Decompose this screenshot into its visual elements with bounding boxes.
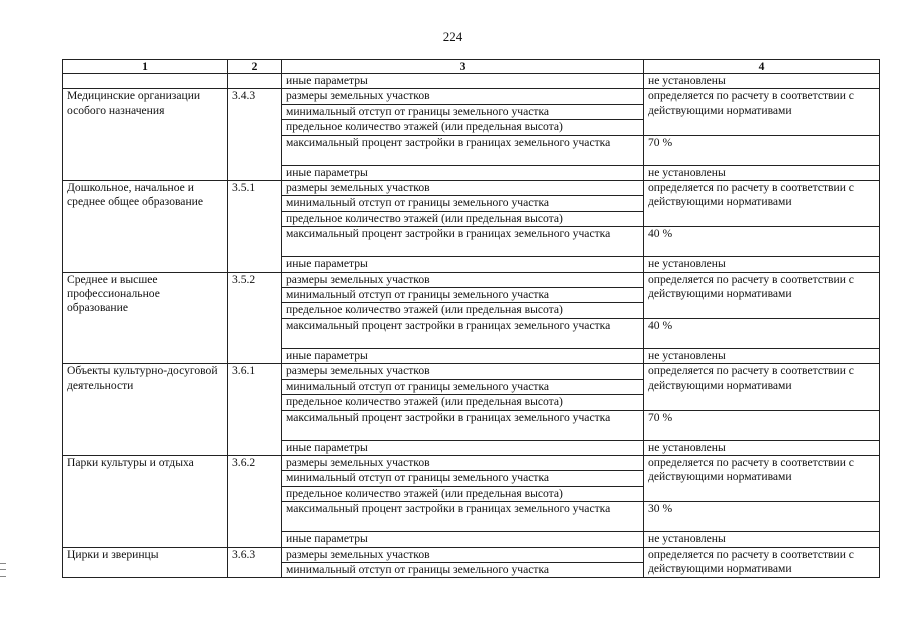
parameter-cell: размеры земельных участков: [282, 89, 644, 104]
parameter-cell: предельное количество этажей (или предельная высота): [282, 395, 644, 410]
value-cell: 40 %: [644, 318, 880, 348]
value-cell: не установлены: [644, 348, 880, 363]
table-row: [63, 547, 880, 562]
table-row: [63, 272, 880, 287]
page-number: 224: [442, 29, 463, 44]
parameter-cell: минимальный отступ от границы земельного участка: [282, 562, 644, 577]
code-cell: 3.5.1: [228, 181, 282, 273]
regulations-table: [62, 59, 880, 578]
parameter-cell: размеры земельных участков: [282, 181, 644, 196]
parameter-cell: минимальный отступ от границы земельного участка: [282, 104, 644, 119]
parameter-cell: предельное количество этажей (или предельная высота): [282, 120, 644, 135]
column-header-2: 2: [228, 60, 282, 74]
code-cell: 3.5.2: [228, 272, 282, 364]
value-cell: не установлены: [644, 74, 880, 89]
value-cell: 70 %: [644, 135, 880, 165]
code-cell: 3.6.1: [228, 364, 282, 456]
value-cell: определяется по расчету в соответствии с действующими нормативами: [644, 455, 880, 501]
value-cell: определяется по расчету в соответствии с действующими нормативами: [644, 547, 880, 578]
parameter-cell: предельное количество этажей (или предельная высота): [282, 303, 644, 318]
column-header-3: 3: [282, 60, 644, 74]
table-row: [63, 455, 880, 470]
parameter-cell: иные параметры: [282, 74, 644, 89]
value-cell: не установлены: [644, 440, 880, 455]
code-cell: [228, 74, 282, 89]
parameter-cell: иные параметры: [282, 532, 644, 547]
column-header-4: 4: [644, 60, 880, 74]
use-type-cell: Объекты культурно-досуговой деятельности: [63, 364, 228, 456]
parameter-cell: иные параметры: [282, 257, 644, 272]
parameter-cell: минимальный отступ от границы земельного участка: [282, 196, 644, 211]
parameter-cell: размеры земельных участков: [282, 455, 644, 470]
parameter-cell: предельное количество этажей (или предельная высота): [282, 211, 644, 226]
table-row: [63, 74, 880, 89]
value-cell: 70 %: [644, 410, 880, 440]
parameter-cell: максимальный процент застройки в границах земельного участка: [282, 410, 644, 440]
parameter-cell: иные параметры: [282, 440, 644, 455]
column-header-1: 1: [63, 60, 228, 74]
code-cell: 3.6.2: [228, 455, 282, 547]
use-type-cell: Среднее и высшее профессиональное образование: [63, 272, 228, 364]
use-type-cell: Медицинские организации особого назначения: [63, 89, 228, 181]
use-type-cell: Парки культуры и отдыха: [63, 455, 228, 547]
value-cell: не установлены: [644, 257, 880, 272]
use-type-cell: [63, 74, 228, 89]
value-cell: 30 %: [644, 502, 880, 532]
parameter-cell: максимальный процент застройки в границах земельного участка: [282, 135, 644, 165]
scan-edge-mark: [0, 563, 6, 577]
parameter-cell: максимальный процент застройки в границах земельного участка: [282, 227, 644, 257]
parameter-cell: минимальный отступ от границы земельного участка: [282, 288, 644, 303]
parameter-cell: размеры земельных участков: [282, 272, 644, 287]
use-type-cell: Дошкольное, начальное и среднее общее образование: [63, 181, 228, 273]
code-cell: 3.4.3: [228, 89, 282, 181]
value-cell: определяется по расчету в соответствии с действующими нормативами: [644, 89, 880, 135]
parameter-cell: максимальный процент застройки в границах земельного участка: [282, 318, 644, 348]
value-cell: не установлены: [644, 165, 880, 180]
parameter-cell: минимальный отступ от границы земельного участка: [282, 379, 644, 394]
table-row: [63, 89, 880, 104]
parameter-cell: предельное количество этажей (или предельная высота): [282, 486, 644, 501]
parameter-cell: максимальный процент застройки в границах земельного участка: [282, 502, 644, 532]
table-row: [63, 364, 880, 379]
value-cell: не установлены: [644, 532, 880, 547]
parameter-cell: иные параметры: [282, 348, 644, 363]
header-row: [63, 60, 880, 74]
code-cell: 3.6.3: [228, 547, 282, 578]
parameter-cell: минимальный отступ от границы земельного участка: [282, 471, 644, 486]
value-cell: определяется по расчету в соответствии с действующими нормативами: [644, 272, 880, 318]
parameter-cell: размеры земельных участков: [282, 364, 644, 379]
value-cell: определяется по расчету в соответствии с действующими нормативами: [644, 364, 880, 410]
parameter-cell: иные параметры: [282, 165, 644, 180]
value-cell: 40 %: [644, 227, 880, 257]
use-type-cell: Цирки и зверинцы: [63, 547, 228, 578]
table-row: [63, 181, 880, 196]
value-cell: определяется по расчету в соответствии с действующими нормативами: [644, 181, 880, 227]
parameter-cell: размеры земельных участков: [282, 547, 644, 562]
